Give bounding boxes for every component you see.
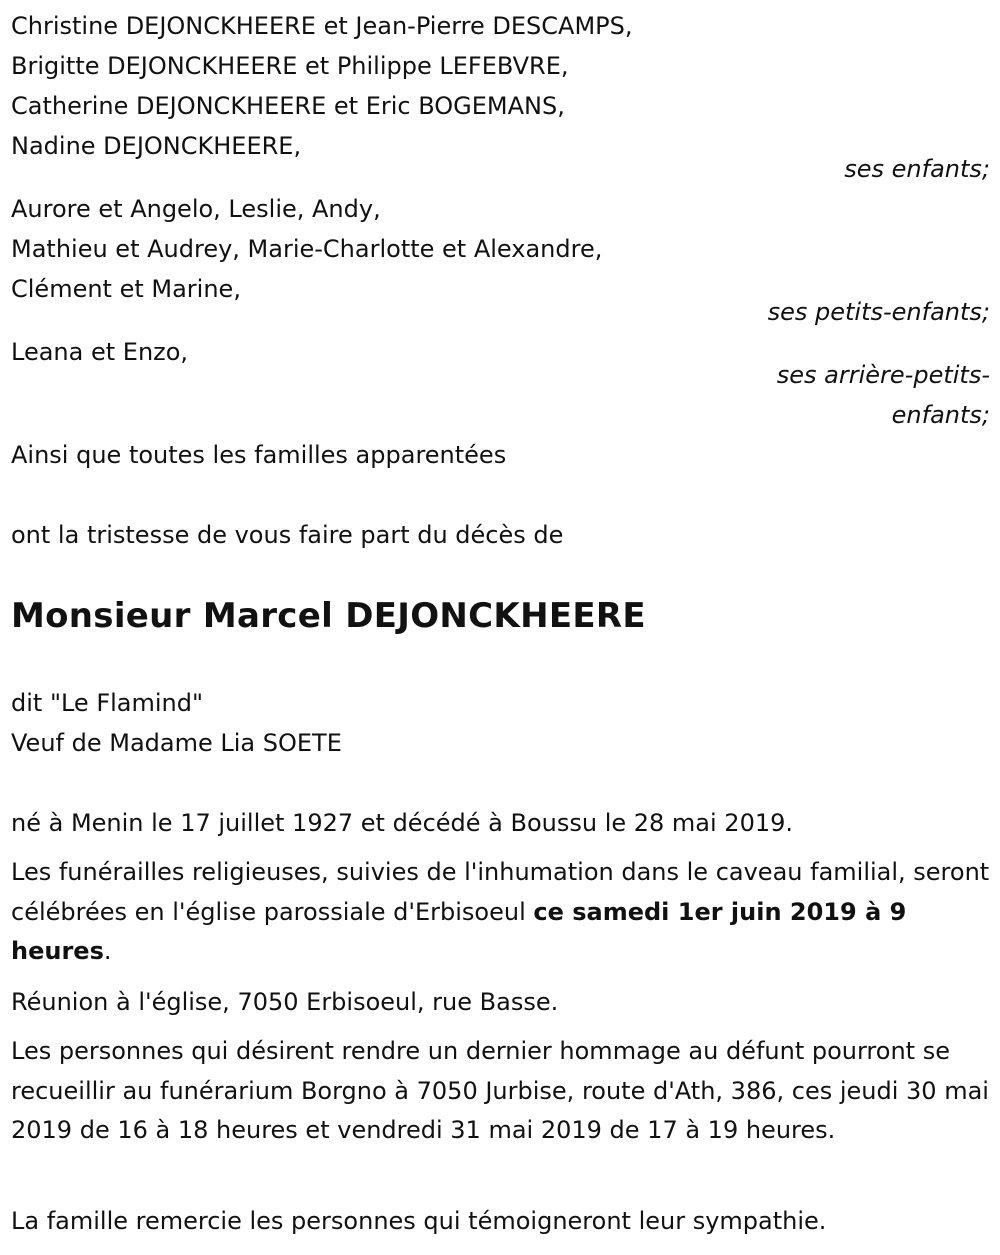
child-line: Catherine DEJONCKHEERE et Eric BOGEMANS, — [11, 92, 565, 120]
deceased-name: Monsieur Marcel DEJONCKHEERE — [11, 596, 646, 636]
announcement: ont la tristesse de vous faire part du décès de — [11, 521, 564, 549]
great-grandchildren-role-1: ses arrière-petits- — [776, 361, 990, 389]
great-grandchild-line: Leana et Enzo, — [11, 338, 189, 366]
funeral-end: . — [103, 937, 112, 965]
grandchild-line: Clément et Marine, — [11, 275, 241, 303]
birth-death: né à Menin le 17 juillet 1927 et décédé à Boussu le 28 mai 2019. — [11, 809, 794, 837]
funeral-date: ce samedi 1er juin 2019 à 9 heures — [11, 897, 907, 965]
great-grandchildren-role-2: enfants; — [891, 401, 990, 429]
visitation-paragraph: Les personnes qui désirent rendre un dernier hommage au défunt pourront se recueillir au funérarium Borgno à 7050 Jurbise, route d'Ath, 386, ces jeudi 30 mai 2019 de 16 à 18 heures et vendredi 31 mai 2019 de 17 à 19 heures. — [11, 1037, 989, 1144]
meeting-line: Réunion à l'église, 7050 Erbisoeul, rue Basse. — [11, 988, 559, 1016]
child-line: Brigitte DEJONCKHEERE et Philippe LEFEBVRE, — [11, 52, 569, 80]
grandchildren-role: ses petits-enfants; — [767, 298, 990, 326]
funeral-text: Les funérailles religieuses, suivies de l'inhumation dans le caveau familial, seront célébrées en l'église parossiale d'Erbisoeul — [11, 858, 990, 926]
nickname: dit "Le Flamind" — [11, 689, 204, 717]
funeral-paragraph — [11, 853, 996, 972]
child-line: Christine DEJONCKHEERE et Jean-Pierre DESCAMPS, — [11, 12, 633, 40]
widower-line: Veuf de Madame Lia SOETE — [11, 729, 342, 757]
families-line: Ainsi que toutes les familles apparentées — [11, 441, 507, 469]
grandchild-line: Mathieu et Audrey, Marie-Charlotte et Alexandre, — [11, 235, 603, 263]
child-line: Nadine DEJONCKHEERE, — [11, 132, 302, 160]
children-role: ses enfants; — [844, 155, 990, 183]
grandchild-line: Aurore et Angelo, Leslie, Andy, — [11, 195, 381, 223]
thanks-line: La famille remercie les personnes qui témoigneront leur sympathie. — [11, 1207, 827, 1235]
